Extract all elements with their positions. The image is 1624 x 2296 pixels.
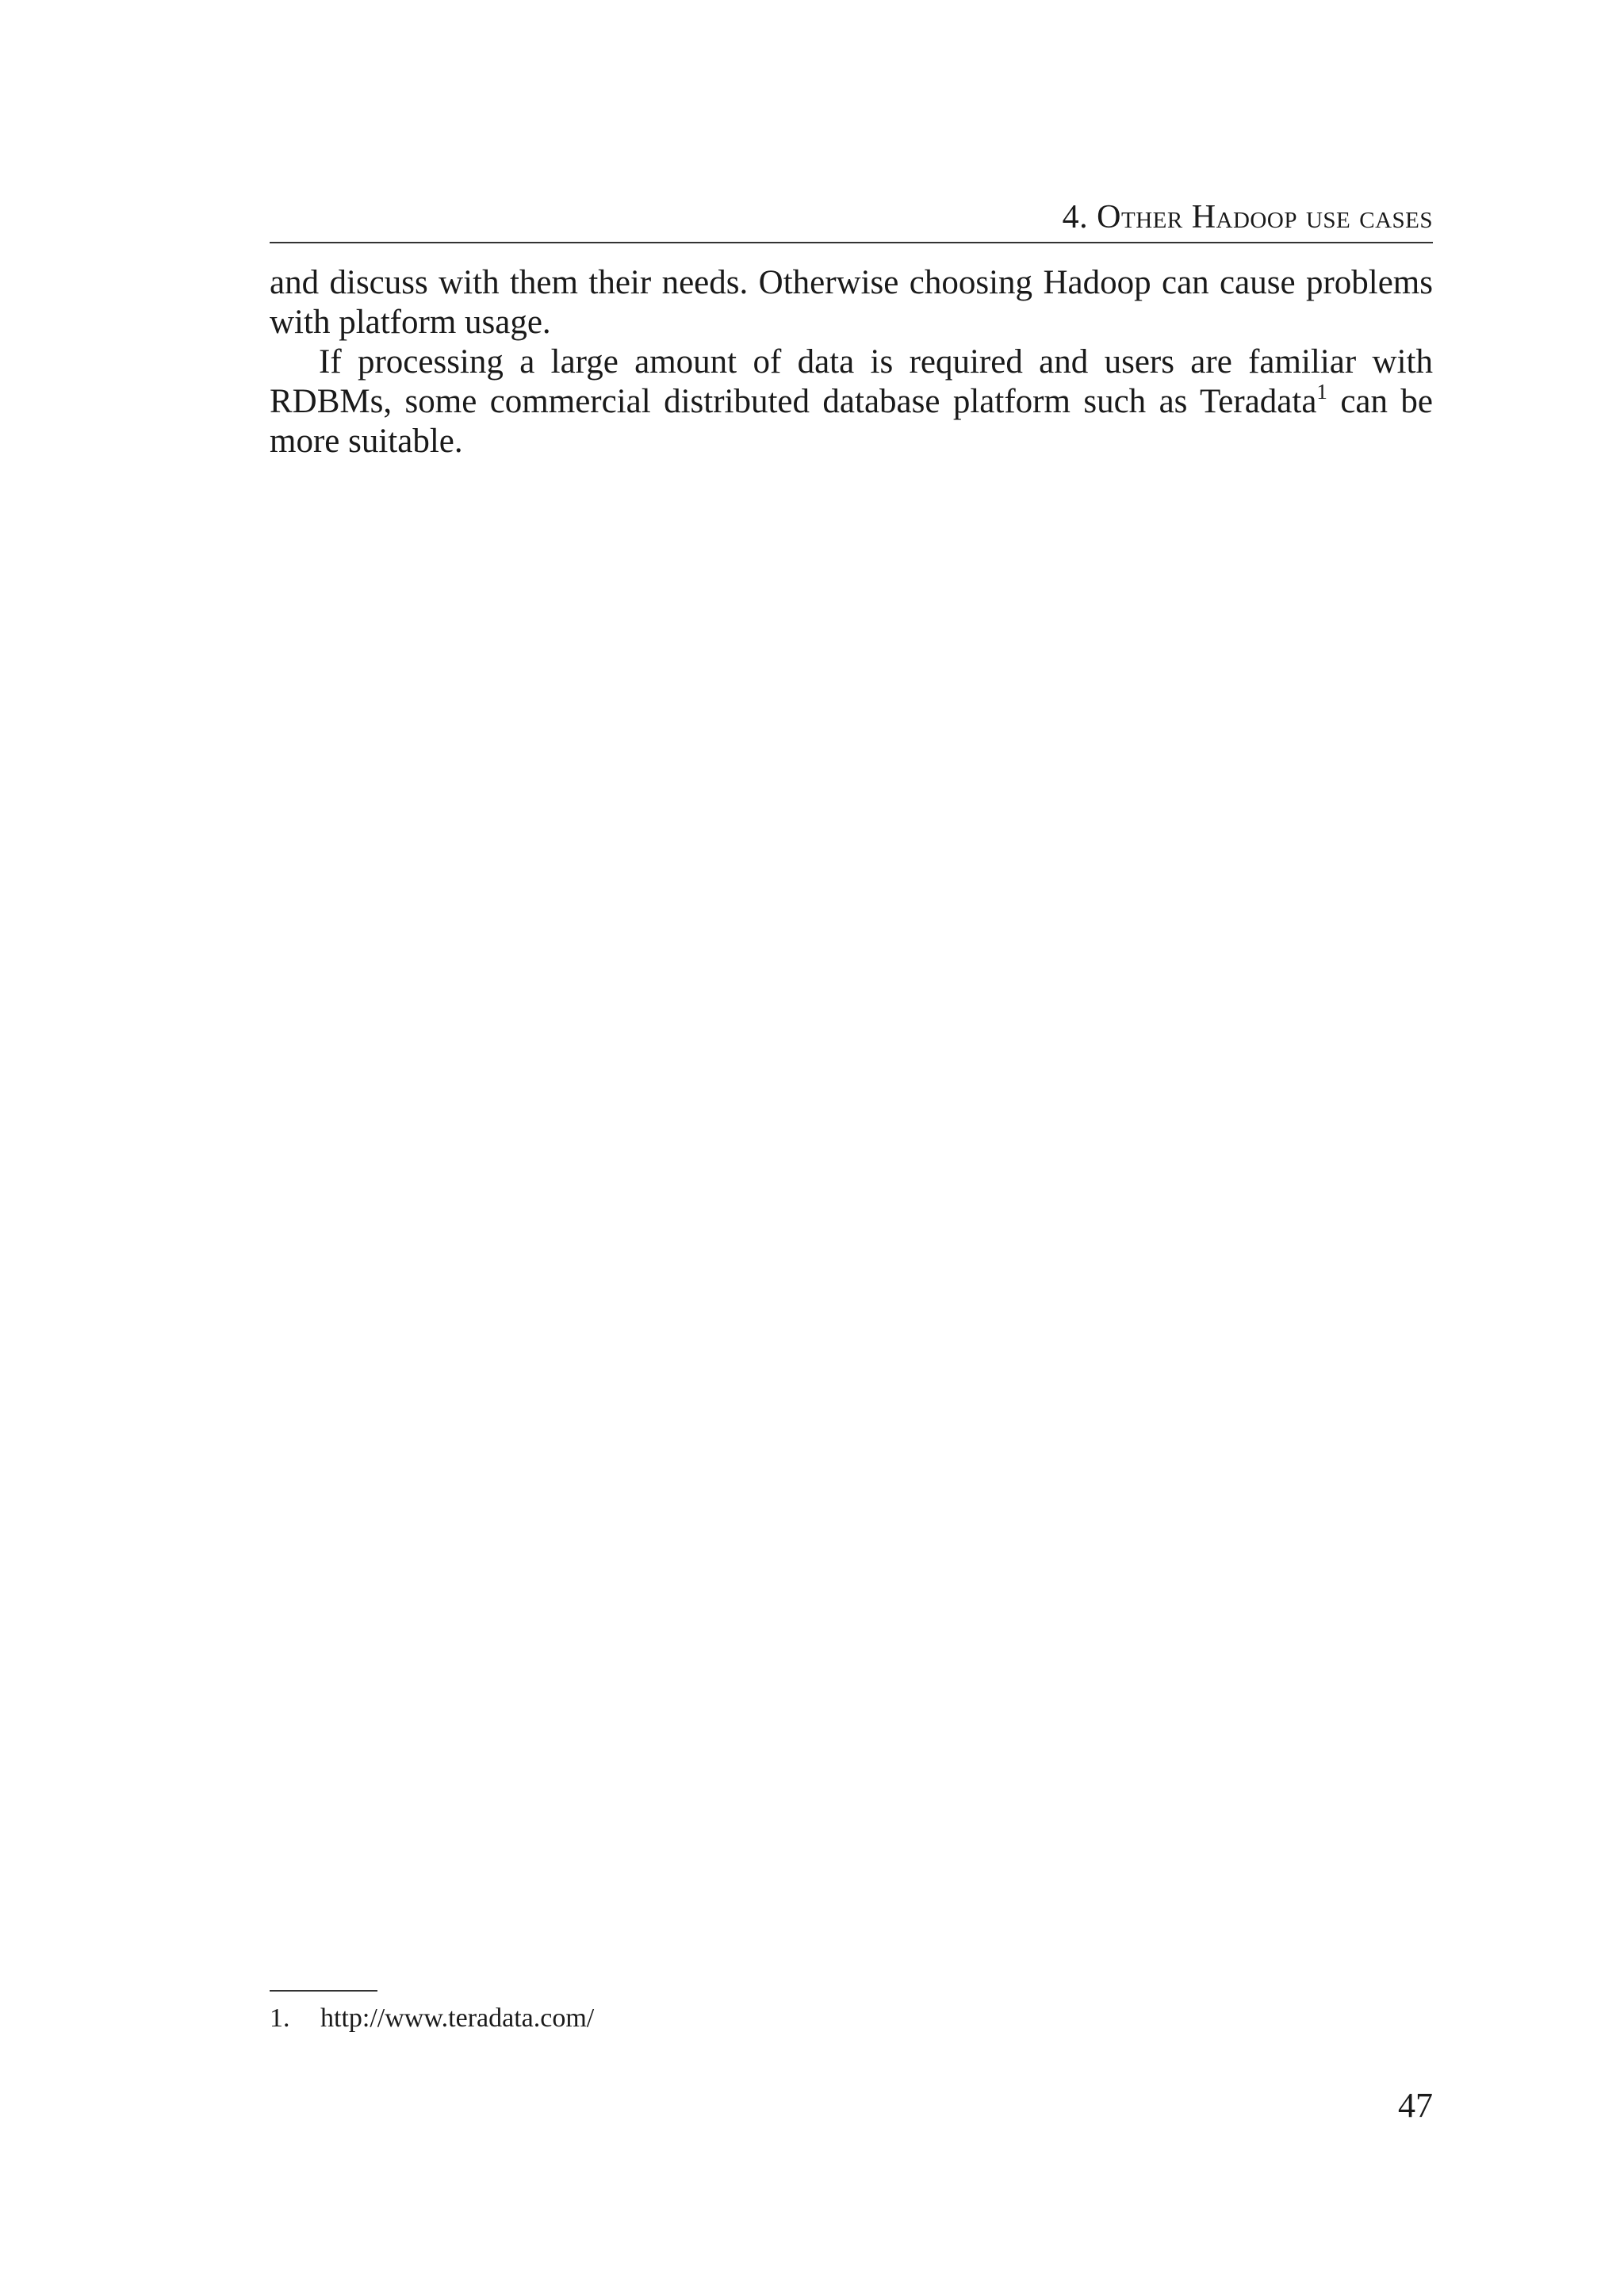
chapter-title: Other Hadoop use cases — [1097, 199, 1433, 235]
page-number: 47 — [1398, 2086, 1433, 2125]
paragraph-text-start: If processing a large amount of data is required and users are familiar with RDBMs, some commercial distributed database platform such as Teradata — [270, 343, 1433, 420]
body-text — [270, 263, 1433, 461]
paragraph-teradata — [270, 342, 1433, 461]
paragraph-continuation: and discuss with them their needs. Otherwise choosing Hadoop can cause problems with platform usage. — [270, 264, 1433, 341]
footnote — [270, 1999, 1433, 2038]
footnote-url[interactable]: http://www.teradata.com/ — [320, 2003, 595, 2033]
footnote-rule — [270, 1990, 377, 1992]
running-head — [270, 193, 1433, 241]
paragraph-text-end: can be more suitable. — [270, 383, 1433, 460]
footnote-number: 1. — [270, 2003, 290, 2033]
footnote-reference[interactable]: 1 — [1316, 380, 1327, 404]
chapter-number: 4. — [1062, 199, 1089, 235]
header-rule — [270, 242, 1433, 243]
